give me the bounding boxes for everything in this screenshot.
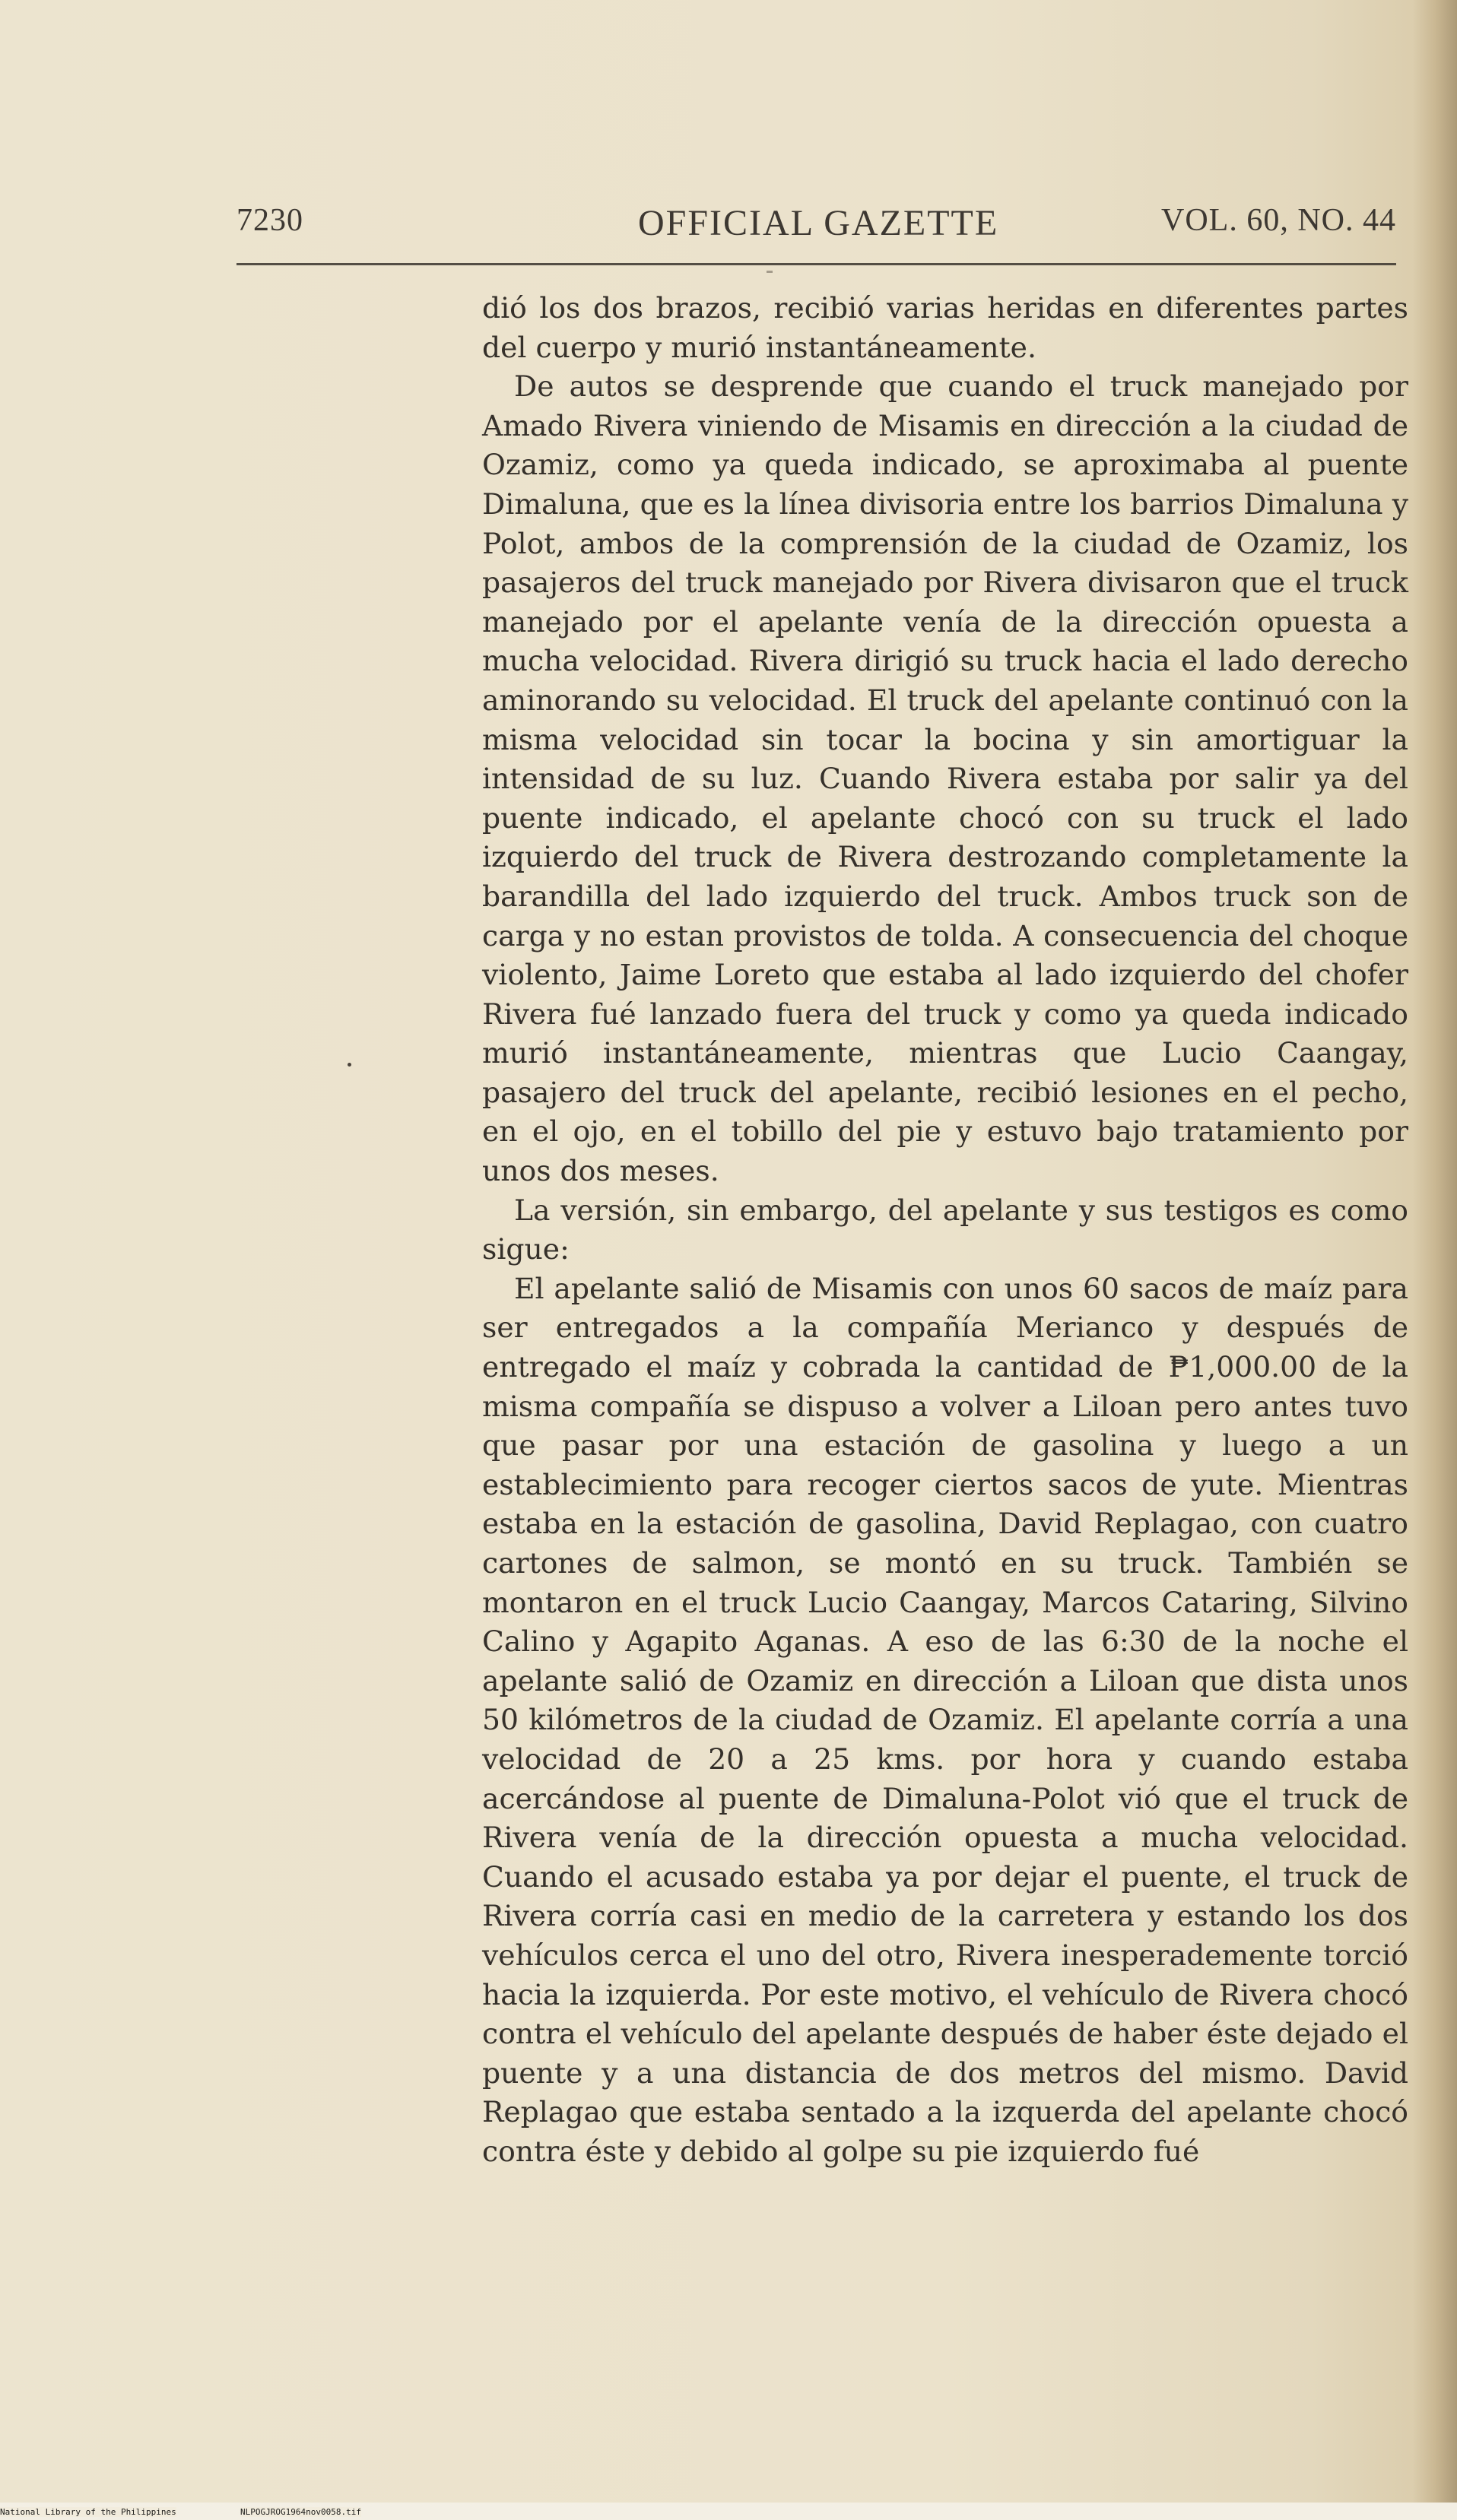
journal-title: OFFICIAL GAZETTE — [638, 203, 999, 243]
library-attribution: National Library of the Philippines — [0, 2507, 176, 2517]
volume-issue: VOL. 60, NO. 44 — [1161, 203, 1396, 238]
paragraph-3: La versión, sin embargo, del apelante y sus testigos es como sigue: — [482, 1193, 1408, 1266]
page-header — [236, 202, 1396, 249]
paragraph-4: El apelante salió de Misamis con unos 60 sacos de maíz para ser entregados a la compañía Merianco y después de entregado el maíz y cobrada la cantidad de ₱1,000.00 de la misma compañía se dispuso a volver a Liloan pero antes tuvo que pasar por una estación de gasolina y luego a un establecimiento para recoger ciertos sacos de yute. Mientras estaba en la estación de gasolina, David Replagao, con cuatro cartones de salmon, se montó en su truck. También se montaron en el truck Lucio Caangay, Marcos Cataring, Silvino Calino y Agapito Aganas. A eso de las 6:30 de la noche el apelante salió de Ozamiz en dirección a Liloan que dista unos 50 kilómetros de la ciudad de Ozamiz. El apelante corría a una velocidad de 20 a 25 kms. por hora y cuando estaba acercándose al puente de Dimaluna-Polot vió que el truck de Rivera venía de la dirección opuesta a mucha velocidad. Cuando el acusado estaba ya por dejar el puente, el truck de Rivera corría casi en medio de la carretera y estando los dos vehículos cerca el uno del otro, Rivera inesperademente torció hacia la izquierda. Por este motivo, el vehículo de Rivera chocó contra el vehículo del apelante después de haber éste dejado el puente y a una distancia de dos metros del mismo. David Replagao que estaba sentado a la izquerda del apelante chocó contra éste y debido al golpe su pie izquierdo fué — [482, 1271, 1408, 2168]
paragraph-2: De autos se desprende que cuando el truck manejado por Amado Rivera viniendo de Misamis en dirección a la ciudad de Ozamiz, como ya queda indicado, se aproximaba al puente Dimaluna, que es la línea divisoria entre los barrios Dimaluna y Polot, ambos de la comprensión de la ciudad de Ozamiz, los pasajeros del truck manejado por Rivera divisaron que el truck manejado por el apelante venía de la dirección opuesta a mucha velocidad. Rivera dirigió su truck hacia el lado derecho aminorando su velocidad. El truck del apelante continuó con la misma velocidad sin tocar la bocina y sin amortiguar la intensidad de su luz. Cuando Rivera estaba por salir ya del puente indicado, el apelante chocó con su truck el lado izquierdo del truck de Rivera destrozando completamente la barandilla del lado izquierdo del truck. Ambos truck son de carga y no estan provistos de tolda. A consecuencia del choque violento, Jaime Loreto que estaba al lado izquierdo del chofer Rivera fué lanzado fuera del truck y como ya queda indicado murió instantáneamente, mientras que Lucio Caangay, pasajero del truck del apelante, recibió lesiones en el pecho, en el ojo, en el tobillo del pie y estuvo bajo tratamiento por unos dos meses. — [482, 369, 1408, 1188]
rule-mark — [767, 271, 773, 273]
scan-file-name: NLPOGJROG1964nov0058.tif — [240, 2507, 361, 2517]
page-edge-shadow — [1413, 0, 1457, 2520]
main-text-column — [482, 289, 1408, 2172]
header-rule — [236, 263, 1396, 265]
margin-dot — [348, 1063, 351, 1067]
scan-footer-strip — [0, 2503, 1457, 2520]
paragraph-1: dió los dos brazos, recibió varias heridas en diferentes partes del cuerpo y murió instantáneamente. — [482, 291, 1408, 364]
page-number: 7230 — [236, 203, 303, 238]
